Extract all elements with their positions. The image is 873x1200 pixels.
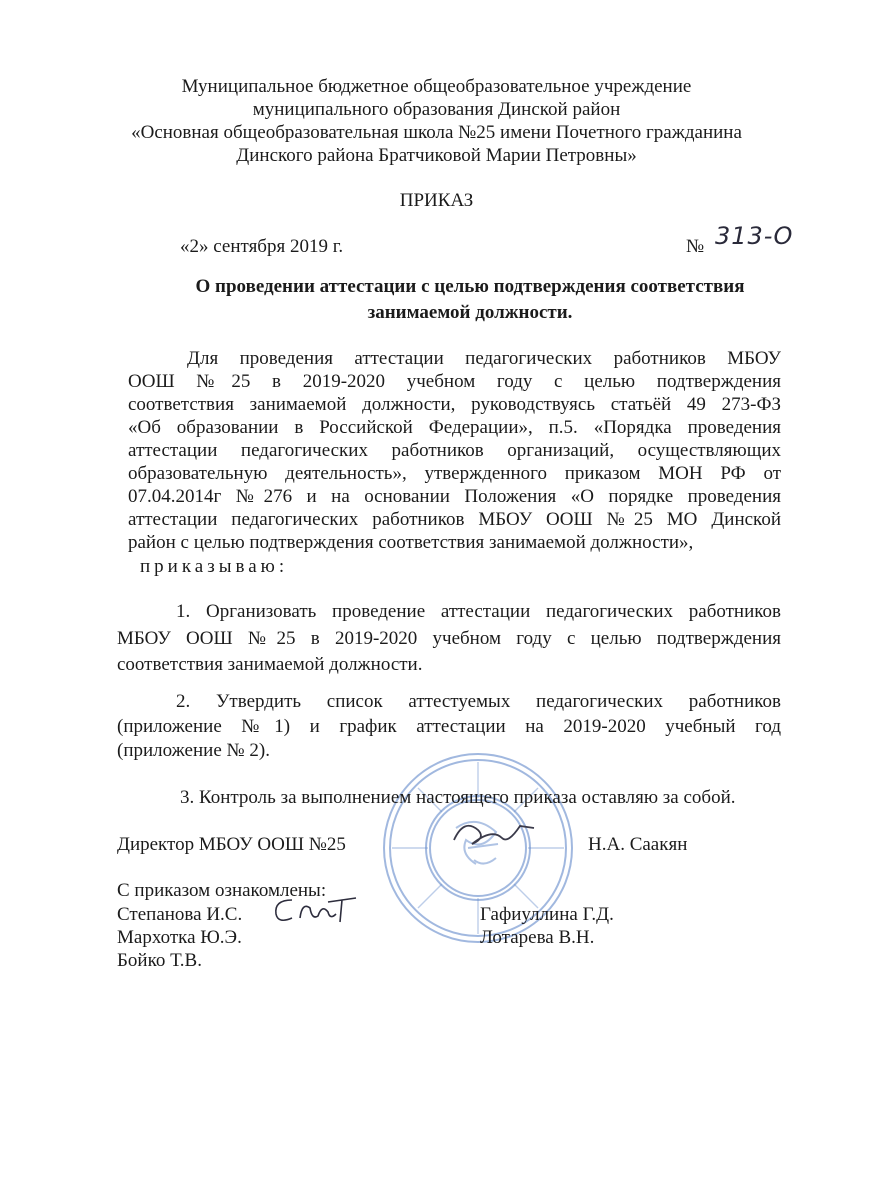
doc-title: ПРИКАЗ [399, 190, 474, 211]
preamble-line: 07.04.2014г №276 и на основании Положения «О порядке проведения [128, 486, 781, 507]
preamble-line: «Об образовании в Российской Федерации», п.5. «Порядка проведения [128, 417, 781, 438]
director-title: Директор МБОУ ООШ №25 [117, 834, 346, 855]
header-line-4: Динского района Братчиковой Марии Петровны» [236, 145, 637, 166]
item-1-line: МБОУ ООШ №25 в 2019-2020 учебном году с целью подтверждения [117, 628, 781, 649]
preamble-line: ООШ №25 в 2019-2020 учебном году с целью подтверждения [128, 371, 781, 392]
director-name: Н.А. Саакян [588, 834, 688, 855]
preamble-line: район с целью подтверждения соответствия занимаемой должности», [128, 532, 694, 553]
acquainted-name: Степанова И.С. [117, 904, 243, 925]
header-line-3: «Основная общеобразовательная школа №25 имени Почетного гражданина [131, 122, 742, 143]
preamble-line: Для проведения аттестации педагогических работников МБОУ [187, 348, 781, 369]
subject-line-2: занимаемой должности. [367, 302, 573, 323]
stepanova-signature [270, 892, 360, 928]
order-number-handwritten: 313-О [715, 222, 794, 250]
subject-line-1: О проведении аттестации с целью подтверждения соответствия [195, 276, 745, 297]
header-line-1: Муниципальное бюджетное общеобразовательное учреждение [181, 76, 692, 97]
header-line-2: муниципального образования Динской район [252, 99, 621, 120]
preamble-line: образовательную деятельность», утвержденного приказом МОН РФ от [128, 463, 781, 484]
acquainted-name: Гафиуллина Г.Д. [480, 904, 614, 925]
acquainted-name: Лотарева В.Н. [480, 927, 595, 948]
acquainted-name: Бойко Т.В. [117, 950, 202, 971]
order-date: «2» сентября 2019 г. [180, 236, 344, 257]
order-number-label: № [686, 236, 705, 257]
item-1-line: соответствия занимаемой должности. [117, 654, 423, 675]
director-signature [448, 812, 538, 852]
preamble-line: аттестации педагогических работников организаций, осуществляющих [128, 440, 781, 461]
acquainted-name: Мархотка Ю.Э. [117, 927, 242, 948]
acquainted-heading: С приказом ознакомлены: [117, 880, 327, 901]
item-2-line: (приложение № 2). [117, 740, 270, 761]
item-1-line: 1. Организовать проведение аттестации педагогических работников [176, 601, 781, 622]
item-2-line: 2. Утвердить список аттестуемых педагогических работников [176, 691, 781, 712]
item-2-line: (приложение №1) и график аттестации на 2019-2020 учебный год [117, 716, 781, 737]
preamble-line: соответствия занимаемой должности, руководствуясь статьёй 49 273-ФЗ [128, 394, 781, 415]
order-word: приказываю: [140, 556, 289, 577]
item-3-line: 3. Контроль за выполнением настоящего приказа оставляю за собой. [180, 787, 736, 808]
preamble-line: аттестации педагогических работников МБОУ ООШ №25 МО Динской [128, 509, 781, 530]
